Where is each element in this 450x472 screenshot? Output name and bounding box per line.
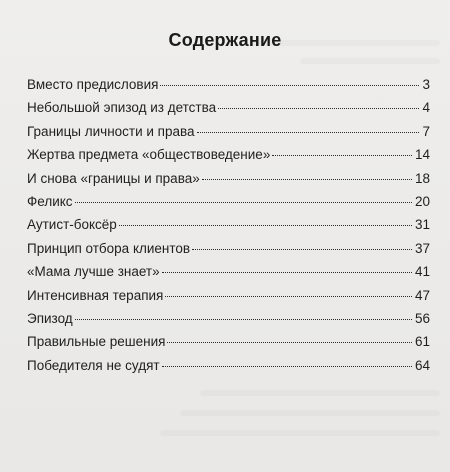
dot-leader (167, 342, 412, 343)
toc-entry-title: Аутист-боксёр (27, 217, 117, 233)
show-through-texture (300, 58, 440, 64)
toc-entry-title: Интенсивная терапия (27, 287, 164, 303)
toc-entry-page-number: 37 (414, 240, 430, 256)
toc-entry (27, 143, 430, 166)
show-through-texture (160, 430, 440, 436)
toc-entry-title: Вместо предисловия (27, 77, 159, 92)
toc-entry-title: Границы личности и права (27, 123, 195, 139)
toc-entry-page-number: 4 (422, 100, 430, 116)
toc-entry (27, 237, 430, 260)
toc-entry-page-number: 14 (414, 147, 430, 163)
toc-entry-title: Правильные решения (27, 334, 166, 350)
toc-entry-page-number: 3 (422, 77, 430, 92)
dot-leader (160, 85, 419, 86)
toc-entry-page-number: 61 (414, 334, 430, 350)
dot-leader (272, 155, 412, 156)
toc-entry (27, 354, 430, 377)
toc-entry-page-number: 20 (414, 193, 430, 209)
toc-entry (27, 284, 430, 307)
toc-entry (27, 330, 430, 353)
dot-leader (197, 132, 420, 133)
toc-entry-page-number: 41 (414, 264, 430, 280)
toc-entry-page-number: 47 (414, 287, 430, 303)
table-of-contents (27, 73, 430, 377)
toc-entry (27, 73, 430, 96)
show-through-texture (180, 410, 440, 416)
toc-entry (27, 213, 430, 236)
toc-entry-title: Эпизод (27, 310, 73, 326)
dot-leader (192, 249, 412, 250)
toc-entry-title: «Мама лучше знает» (27, 264, 160, 280)
toc-entry (27, 96, 430, 119)
dot-leader (202, 179, 412, 180)
toc-entry-page-number: 18 (414, 170, 430, 186)
toc-entry (27, 260, 430, 283)
toc-entry (27, 190, 430, 213)
dot-leader (162, 272, 412, 273)
dot-leader (218, 108, 419, 109)
toc-entry-title: И снова «границы и права» (27, 170, 200, 186)
dot-leader (162, 366, 412, 367)
toc-entry (27, 167, 430, 190)
dot-leader (75, 319, 412, 320)
toc-entry-page-number: 64 (414, 357, 430, 373)
toc-entry-page-number: 7 (422, 123, 430, 139)
toc-entry-title: Небольшой эпизод из детства (27, 100, 217, 116)
show-through-texture (200, 390, 440, 396)
dot-leader (75, 202, 412, 203)
toc-entry-page-number: 31 (414, 217, 430, 233)
page-title: Содержание (168, 30, 282, 50)
toc-entry-page-number: 56 (414, 310, 430, 326)
dot-leader (165, 296, 412, 297)
toc-entry-title: Феликс (27, 193, 73, 209)
dot-leader (119, 225, 412, 226)
toc-entry (27, 120, 430, 143)
toc-entry-title: Жертва предмета «обществоведение» (27, 147, 271, 163)
toc-entry-title: Победителя не судят (27, 357, 160, 373)
toc-entry (27, 307, 430, 330)
toc-entry-title: Принцип отбора клиентов (27, 240, 191, 256)
